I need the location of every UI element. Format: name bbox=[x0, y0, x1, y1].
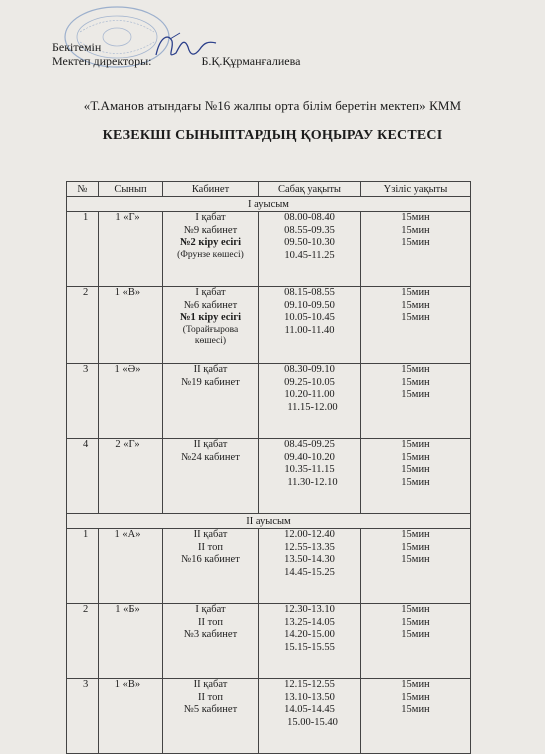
row-break-times bbox=[361, 679, 471, 754]
row-class: 1 «А» bbox=[99, 529, 163, 604]
room-line: №24 кабинет bbox=[181, 451, 240, 463]
room-line: ІІ қабат bbox=[193, 364, 228, 375]
break-time: 15мин bbox=[401, 224, 430, 236]
break-time: 15мин bbox=[401, 439, 430, 450]
room-line: І қабат bbox=[195, 212, 226, 223]
header-number: № bbox=[67, 182, 99, 197]
break-time: 15мин bbox=[401, 312, 430, 323]
row-number: 3 bbox=[67, 679, 99, 754]
header-room: Кабинет bbox=[163, 182, 259, 197]
row-class: 1 «Б» bbox=[99, 604, 163, 679]
break-time: 15мин bbox=[401, 476, 430, 488]
table-row bbox=[67, 604, 471, 679]
lesson-time: 15.00-15.40 bbox=[287, 716, 338, 728]
break-time: 15мин bbox=[401, 376, 430, 388]
room-line: (Торайғырова bbox=[182, 324, 239, 335]
break-time: 15мин bbox=[401, 541, 430, 553]
row-lesson-times bbox=[259, 364, 361, 439]
room-line: ІІ топ bbox=[198, 691, 223, 703]
lesson-time: 14.45-15.25 bbox=[284, 566, 335, 578]
row-room bbox=[163, 364, 259, 439]
lesson-time: 15.15-15.55 bbox=[284, 641, 335, 653]
room-line: ІІ топ bbox=[198, 541, 223, 553]
break-time: 15мин bbox=[401, 212, 430, 223]
row-room bbox=[163, 287, 259, 364]
lesson-time: 08.00-08.40 bbox=[284, 212, 335, 223]
table-row bbox=[67, 364, 471, 439]
table-row bbox=[67, 287, 471, 364]
row-lesson-times bbox=[259, 529, 361, 604]
lesson-time: 09.50-10.30 bbox=[284, 237, 335, 248]
table-row bbox=[67, 212, 471, 287]
break-time: 15мин bbox=[401, 389, 430, 400]
shift-label: І ауысым bbox=[67, 197, 471, 212]
room-line: №16 кабинет bbox=[181, 554, 240, 565]
lesson-time: 13.25-14.05 bbox=[284, 616, 335, 628]
room-line: көшесі) bbox=[194, 335, 227, 346]
shift-label: ІІ ауысым bbox=[67, 514, 471, 529]
schedule-table bbox=[66, 181, 471, 754]
break-time: 15мин bbox=[401, 691, 430, 703]
room-line: ІІ топ bbox=[198, 616, 223, 628]
row-room bbox=[163, 604, 259, 679]
room-line: №19 кабинет bbox=[181, 376, 240, 388]
break-time: 15мин bbox=[401, 704, 430, 715]
director-name: Б.Қ.Құрманғалиева bbox=[201, 54, 301, 68]
lesson-time: 14.05-14.45 bbox=[284, 704, 335, 715]
lesson-time: 12.00-12.40 bbox=[284, 529, 335, 540]
break-time: 15мин bbox=[401, 616, 430, 628]
row-break-times bbox=[361, 439, 471, 514]
table-header-row bbox=[67, 182, 471, 197]
row-break-times bbox=[361, 364, 471, 439]
lesson-time: 14.20-15.00 bbox=[284, 629, 335, 640]
break-time: 15мин bbox=[401, 604, 430, 615]
room-line: ІІ қабат bbox=[193, 529, 228, 540]
lesson-time: 10.05-10.45 bbox=[284, 312, 335, 323]
lesson-time: 09.40-10.20 bbox=[284, 451, 335, 463]
row-lesson-times bbox=[259, 212, 361, 287]
row-number: 4 bbox=[67, 439, 99, 514]
lesson-time: 09.10-09.50 bbox=[284, 299, 335, 311]
row-break-times bbox=[361, 529, 471, 604]
row-number: 2 bbox=[67, 287, 99, 364]
room-line: І қабат bbox=[195, 604, 226, 615]
lesson-time: 13.10-13.50 bbox=[284, 691, 335, 703]
break-time: 15мин bbox=[401, 451, 430, 463]
room-line: №3 кабинет bbox=[183, 629, 238, 640]
lesson-time: 13.50-14.30 bbox=[284, 554, 335, 565]
room-line: №9 кабинет bbox=[183, 224, 238, 236]
school-name: «Т.Аманов атындағы №16 жалпы орта білім беретін мектеп» КММ bbox=[83, 98, 462, 113]
table-row bbox=[67, 439, 471, 514]
room-line: І қабат bbox=[195, 287, 226, 298]
room-line: ІІ қабат bbox=[193, 679, 228, 690]
row-class: 2 «Г» bbox=[99, 439, 163, 514]
lesson-time: 10.45-11.25 bbox=[284, 249, 335, 261]
room-line: ІІ қабат bbox=[193, 439, 228, 450]
page-title: КЕЗЕКШІ СЫНЫПТАРДЫҢ ҚОҢЫРАУ КЕСТЕСІ bbox=[102, 128, 443, 143]
room-line: №6 кабинет bbox=[183, 299, 238, 311]
break-time: 15мин bbox=[401, 679, 430, 690]
room-line: №2 кіру есігі bbox=[179, 237, 242, 248]
row-room bbox=[163, 439, 259, 514]
break-time: 15мин bbox=[401, 237, 430, 248]
row-room bbox=[163, 529, 259, 604]
lesson-time: 11.00-11.40 bbox=[284, 324, 335, 336]
break-time: 15мин bbox=[401, 629, 430, 640]
shift-header-row bbox=[67, 197, 471, 212]
row-class: 1 «Ә» bbox=[99, 364, 163, 439]
lesson-time: 10.35-11.15 bbox=[284, 464, 335, 475]
lesson-time: 08.45-09.25 bbox=[284, 439, 335, 450]
break-time: 15мин bbox=[401, 464, 430, 475]
table-row bbox=[67, 679, 471, 754]
lesson-time: 08.15-08.55 bbox=[284, 287, 335, 298]
approval-block bbox=[52, 40, 300, 68]
row-number: 1 bbox=[67, 529, 99, 604]
break-time: 15мин bbox=[401, 364, 430, 375]
row-lesson-times bbox=[259, 604, 361, 679]
break-time: 15мин bbox=[401, 529, 430, 540]
table-row bbox=[67, 529, 471, 604]
break-time: 15мин bbox=[401, 554, 430, 565]
row-class: 1 «Г» bbox=[99, 212, 163, 287]
shift-header-row bbox=[67, 514, 471, 529]
row-lesson-times bbox=[259, 679, 361, 754]
lesson-time: 12.15-12.55 bbox=[284, 679, 335, 690]
row-break-times bbox=[361, 212, 471, 287]
lesson-time: 09.25-10.05 bbox=[284, 376, 335, 388]
row-class: 1 «В» bbox=[99, 287, 163, 364]
lesson-time: 12.55-13.35 bbox=[284, 541, 335, 553]
row-number: 2 bbox=[67, 604, 99, 679]
row-lesson-times bbox=[259, 287, 361, 364]
row-break-times bbox=[361, 604, 471, 679]
director-title: Мектеп директоры: bbox=[52, 54, 152, 68]
row-room bbox=[163, 212, 259, 287]
header-break-time: Үзіліс уақыты bbox=[361, 182, 471, 197]
lesson-time: 12.30-13.10 bbox=[284, 604, 335, 615]
header-class: Сынып bbox=[99, 182, 163, 197]
break-time: 15мин bbox=[401, 299, 430, 311]
break-time: 15мин bbox=[401, 287, 430, 298]
header-lesson-time: Сабақ уақыты bbox=[259, 182, 361, 197]
lesson-time: 08.55-09.35 bbox=[284, 224, 335, 236]
row-class: 1 «В» bbox=[99, 679, 163, 754]
lesson-time: 11.15-12.00 bbox=[287, 401, 338, 413]
row-number: 1 bbox=[67, 212, 99, 287]
room-line: (Фрунзе көшесі) bbox=[177, 249, 244, 260]
row-room bbox=[163, 679, 259, 754]
row-number: 3 bbox=[67, 364, 99, 439]
approval-label: Бекітемін bbox=[52, 40, 102, 54]
lesson-time: 11.30-12.10 bbox=[287, 476, 338, 488]
lesson-time: 10.20-11.00 bbox=[284, 389, 335, 400]
row-lesson-times bbox=[259, 439, 361, 514]
room-line: №1 кіру есігі bbox=[179, 312, 242, 323]
room-line: №5 кабинет bbox=[183, 704, 238, 715]
lesson-time: 08.30-09.10 bbox=[284, 364, 335, 375]
row-break-times bbox=[361, 287, 471, 364]
